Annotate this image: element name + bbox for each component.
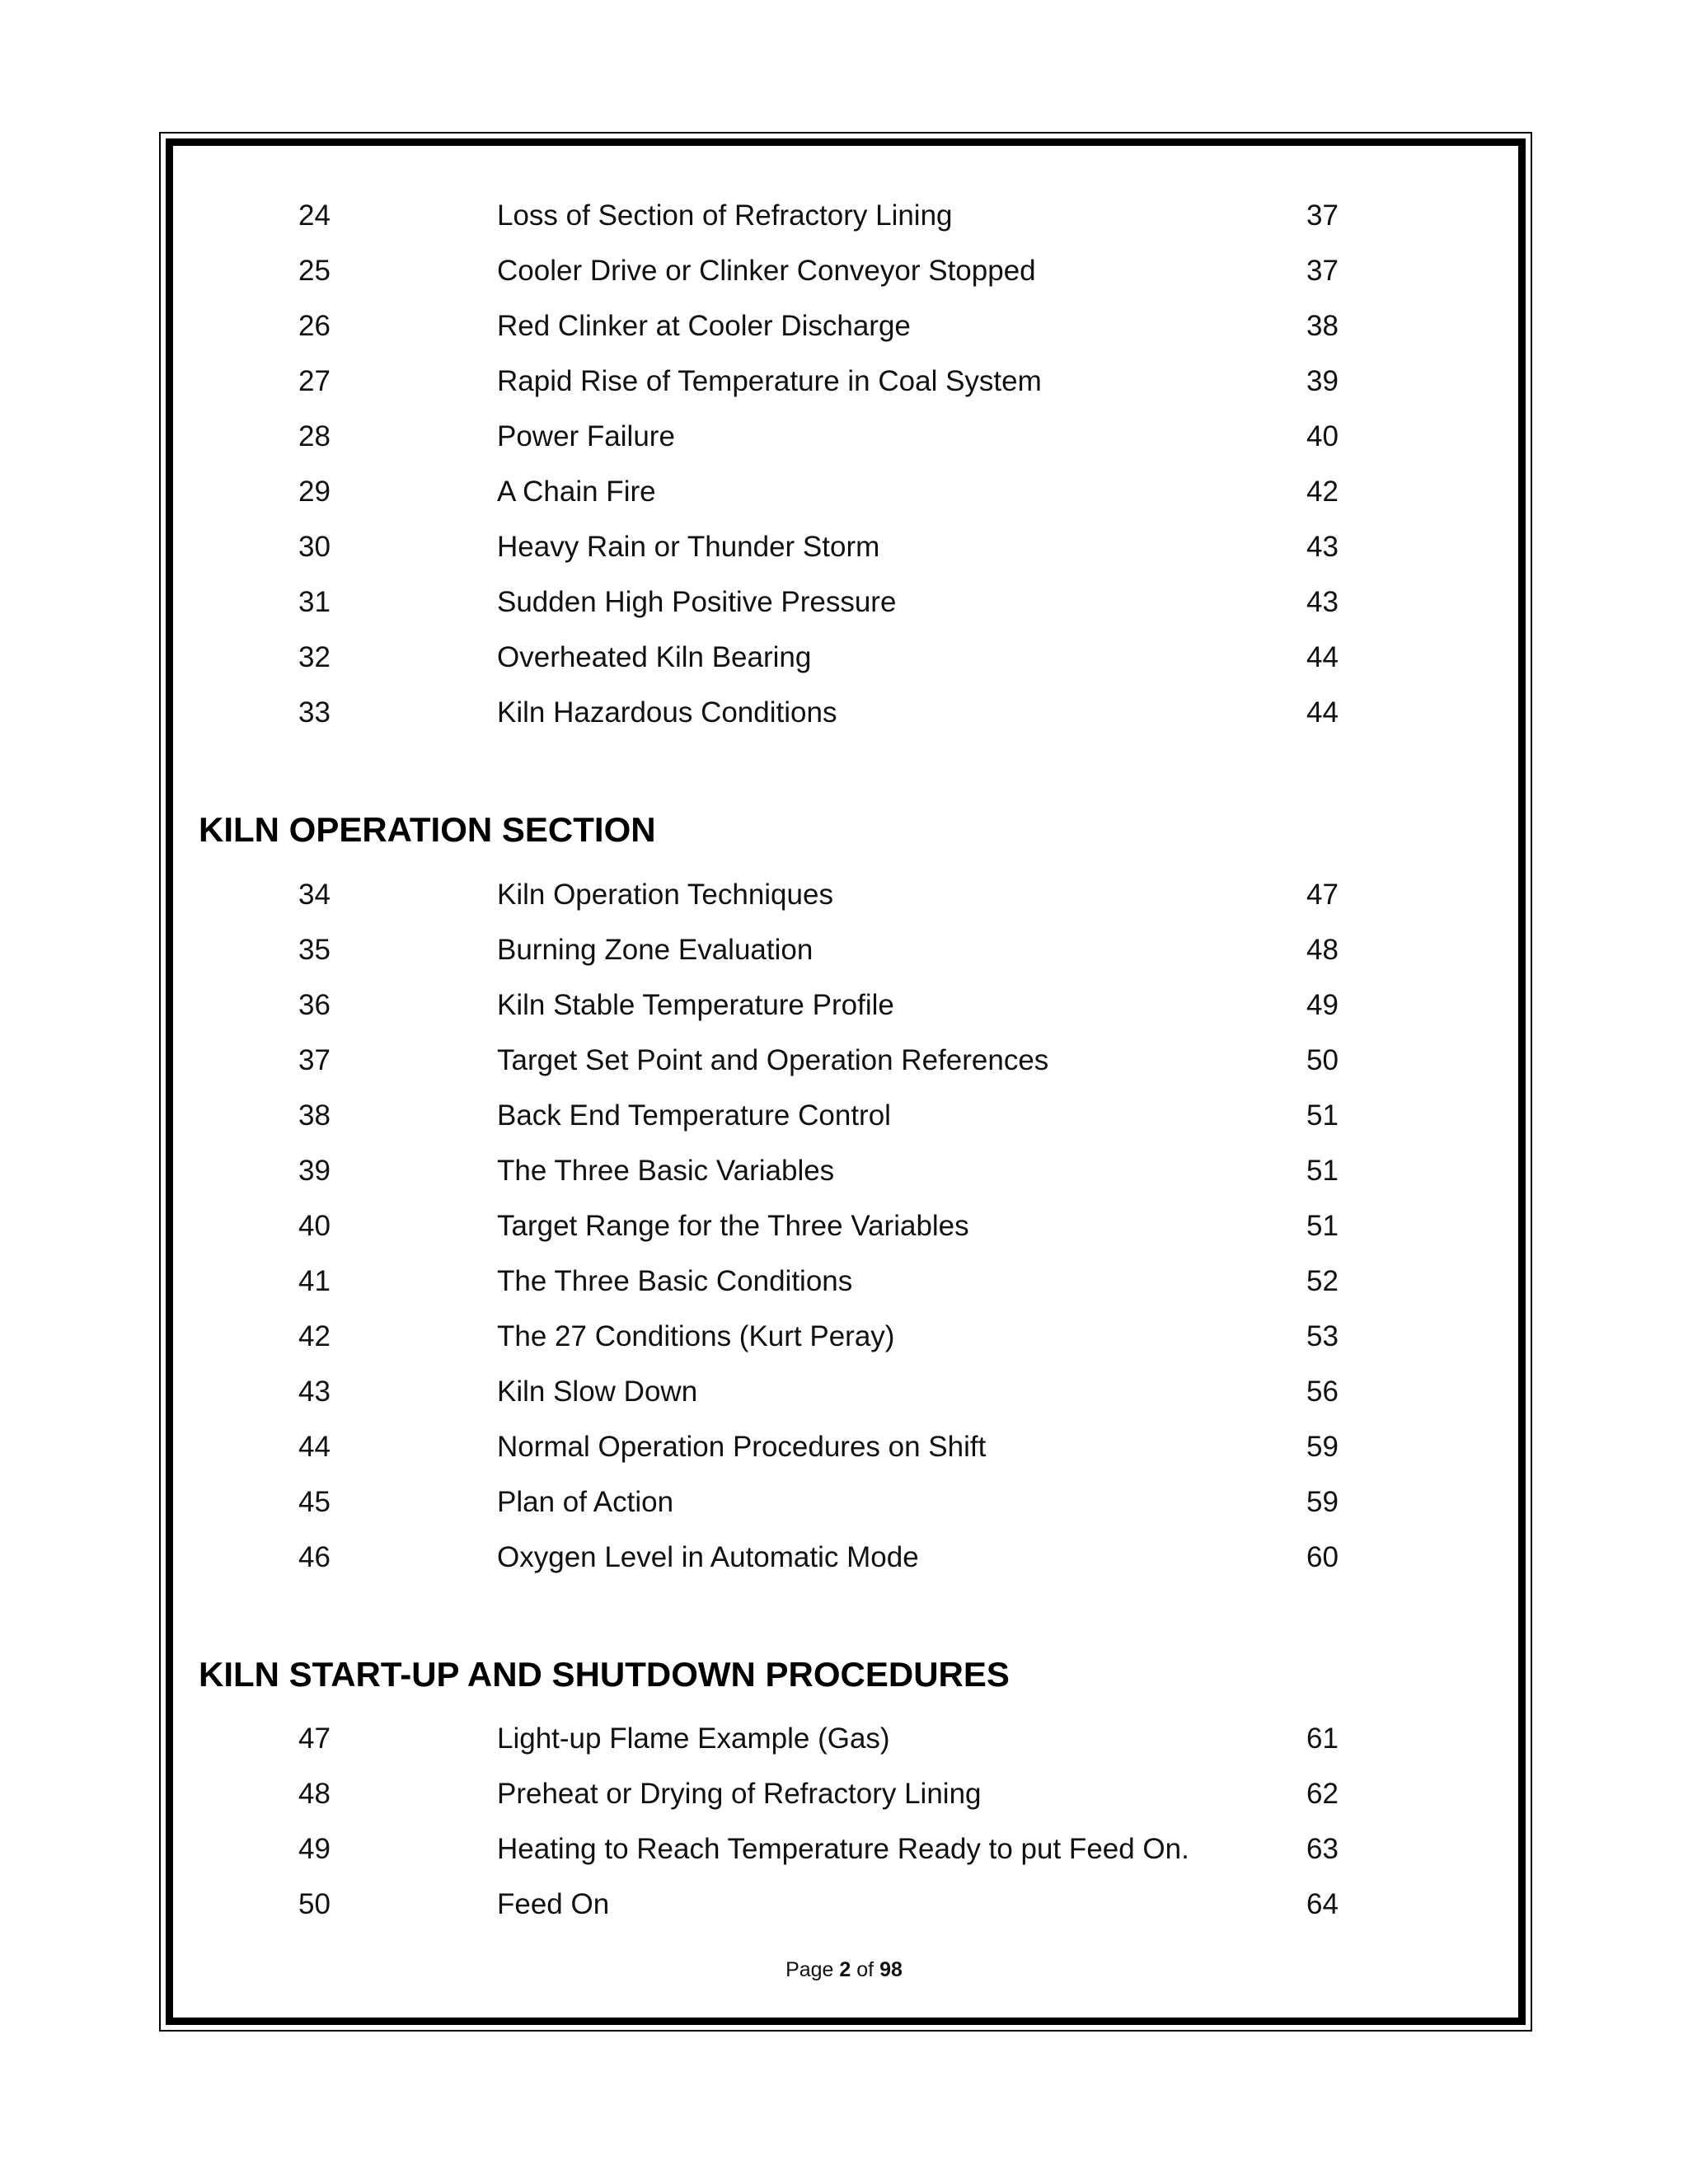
toc-entry-page: 43: [1306, 531, 1339, 563]
toc-entry-number: 29: [298, 476, 331, 508]
toc-entry: [0, 1711, 1688, 1767]
toc-entry: [0, 867, 1688, 923]
toc-entry-page: 50: [1306, 1044, 1339, 1076]
toc-entry-number: 38: [298, 1099, 331, 1132]
toc-entry-number: 42: [298, 1320, 331, 1352]
toc-entry-page: 63: [1306, 1833, 1339, 1865]
toc-entry-title: Heavy Rain or Thunder Storm: [497, 531, 880, 563]
toc-entry-title: Kiln Operation Techniques: [497, 879, 833, 911]
toc-entry-title: Back End Temperature Control: [497, 1099, 891, 1132]
toc-entry: [0, 1474, 1688, 1530]
toc-entry-number: 40: [298, 1210, 331, 1242]
toc-entry-title: Kiln Slow Down: [497, 1376, 698, 1408]
toc-entry-page: 59: [1306, 1486, 1339, 1518]
toc-entry-number: 34: [298, 879, 331, 911]
footer-of-label: of: [856, 1958, 874, 1981]
toc-entry-page: 39: [1306, 365, 1339, 397]
toc-entry-page: 48: [1306, 934, 1339, 966]
toc-entry-number: 24: [298, 199, 331, 232]
toc-entry-number: 45: [298, 1486, 331, 1518]
toc-entry-page: 51: [1306, 1099, 1339, 1132]
toc-entry-title: Overheated Kiln Bearing: [497, 641, 812, 673]
toc-entry-page: 62: [1306, 1778, 1339, 1810]
toc-entry-title: A Chain Fire: [497, 476, 656, 508]
toc-entry: [0, 1766, 1688, 1822]
toc-entry: [0, 188, 1688, 244]
toc-entry-title: Plan of Action: [497, 1486, 674, 1518]
toc-entry: [0, 685, 1688, 741]
footer-total-pages: 98: [879, 1958, 903, 1981]
footer-current-page: 2: [839, 1958, 851, 1981]
toc-entry-number: 31: [298, 586, 331, 618]
toc-entry-page: 51: [1306, 1155, 1339, 1187]
toc-entry: [0, 1198, 1688, 1254]
toc-entry-page: 37: [1306, 255, 1339, 287]
toc-entry-page: 51: [1306, 1210, 1339, 1242]
toc-entry-title: The 27 Conditions (Kurt Peray): [497, 1320, 895, 1352]
toc-entry-number: 50: [298, 1888, 331, 1920]
toc-entry-title: Heating to Reach Temperature Ready to put Feed On.: [497, 1833, 1189, 1865]
toc-entry-number: 48: [298, 1778, 331, 1810]
toc-entry: [0, 1877, 1688, 1933]
toc-entry-number: 28: [298, 420, 331, 452]
toc-entry-page: 52: [1306, 1265, 1339, 1297]
toc-entry-number: 44: [298, 1431, 331, 1463]
toc-entry-page: 60: [1306, 1541, 1339, 1573]
toc-entry-title: Target Set Point and Operation References: [497, 1044, 1049, 1076]
toc-entry: [0, 922, 1688, 978]
toc-entry-title: Kiln Hazardous Conditions: [497, 696, 837, 729]
toc-entry-number: 25: [298, 255, 331, 287]
toc-entry-number: 49: [298, 1833, 331, 1865]
toc-entry-page: 47: [1306, 879, 1339, 911]
toc-entry-title: Oxygen Level in Automatic Mode: [497, 1541, 919, 1573]
toc-entry-page: 40: [1306, 420, 1339, 452]
toc-entry: [0, 1821, 1688, 1877]
toc-entry-number: 35: [298, 934, 331, 966]
toc-entry-title: Preheat or Drying of Refractory Lining: [497, 1778, 982, 1810]
toc-entry: [0, 464, 1688, 520]
toc-entry: [0, 1309, 1688, 1365]
toc-entry-page: 56: [1306, 1376, 1339, 1408]
toc-entry-number: 36: [298, 989, 331, 1021]
toc-entry-page: 49: [1306, 989, 1339, 1021]
toc-entry-title: Loss of Section of Refractory Lining: [497, 199, 953, 232]
toc-entry: [0, 519, 1688, 575]
toc-entry: [0, 298, 1688, 354]
toc-entry-number: 33: [298, 696, 331, 729]
section-heading: KILN OPERATION SECTION: [199, 810, 656, 849]
toc-entry: [0, 977, 1688, 1033]
toc-entry-page: 38: [1306, 310, 1339, 342]
footer-page-label: Page: [785, 1958, 834, 1981]
toc-entry-title: Target Range for the Three Variables: [497, 1210, 969, 1242]
toc-entry-title: Normal Operation Procedures on Shift: [497, 1431, 987, 1463]
toc-entry-title: Light-up Flame Example (Gas): [497, 1722, 890, 1755]
toc-entry: [0, 1033, 1688, 1089]
toc-entry: [0, 1143, 1688, 1199]
toc-entry: [0, 574, 1688, 630]
toc-entry-number: 41: [298, 1265, 331, 1297]
toc-entry: [0, 409, 1688, 465]
toc-entry-number: 47: [298, 1722, 331, 1755]
toc-entry-number: 30: [298, 531, 331, 563]
toc-entry-page: 44: [1306, 696, 1339, 729]
toc-entry-page: 64: [1306, 1888, 1339, 1920]
toc-entry-page: 44: [1306, 641, 1339, 673]
toc-entry: [0, 1364, 1688, 1420]
toc-entry-title: Rapid Rise of Temperature in Coal System: [497, 365, 1042, 397]
toc-entry-page: 53: [1306, 1320, 1339, 1352]
toc-entry-number: 27: [298, 365, 331, 397]
toc-entry-number: 32: [298, 641, 331, 673]
toc-entry-number: 37: [298, 1044, 331, 1076]
toc-entry-title: Power Failure: [497, 420, 675, 452]
toc-entry-page: 59: [1306, 1431, 1339, 1463]
toc-entry: [0, 354, 1688, 410]
toc-entry: [0, 243, 1688, 299]
toc-entry-page: 37: [1306, 199, 1339, 232]
section-heading: KILN START-UP AND SHUTDOWN PROCEDURES: [199, 1655, 1010, 1694]
toc-entry: [0, 630, 1688, 686]
toc-entry-number: 39: [298, 1155, 331, 1187]
toc-entry-page: 42: [1306, 476, 1339, 508]
toc-entry: [0, 1088, 1688, 1144]
toc-entry-title: Feed On: [497, 1888, 610, 1920]
toc-entry-number: 46: [298, 1541, 331, 1573]
toc-entry: [0, 1530, 1688, 1586]
toc-entry-title: Sudden High Positive Pressure: [497, 586, 897, 618]
toc-entry-title: Red Clinker at Cooler Discharge: [497, 310, 911, 342]
toc-entry: [0, 1419, 1688, 1475]
toc-entry: [0, 1254, 1688, 1310]
toc-entry-page: 43: [1306, 586, 1339, 618]
toc-entry-title: Cooler Drive or Clinker Conveyor Stopped: [497, 255, 1036, 287]
toc-entry-page: 61: [1306, 1722, 1339, 1755]
toc-entry-title: The Three Basic Conditions: [497, 1265, 853, 1297]
toc-entry-number: 43: [298, 1376, 331, 1408]
toc-entry-title: Burning Zone Evaluation: [497, 934, 814, 966]
page-number-footer: [0, 1955, 1688, 1985]
toc-entry-number: 26: [298, 310, 331, 342]
toc-entry-title: The Three Basic Variables: [497, 1155, 835, 1187]
toc-entry-title: Kiln Stable Temperature Profile: [497, 989, 894, 1021]
